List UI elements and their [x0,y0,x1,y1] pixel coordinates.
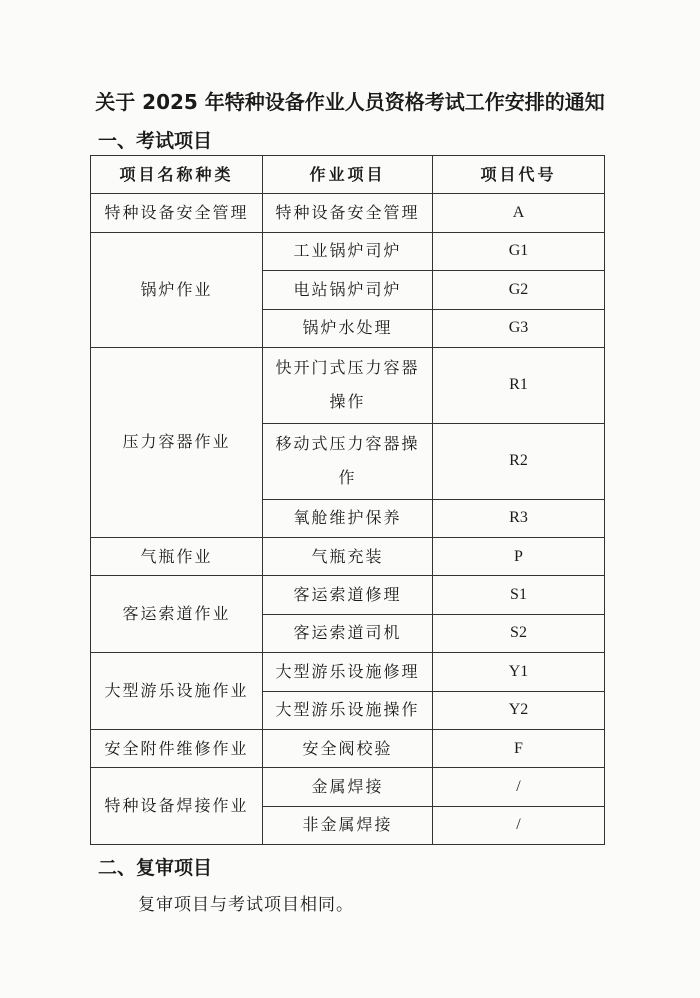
code-cell: R2 [433,423,605,499]
item-cell: 非金属焊接 [263,806,433,844]
code-cell: R1 [433,347,605,423]
item-cell: 客运索道修理 [263,576,433,614]
section-heading-exam-items: 一、考试项目 [98,130,213,152]
section-heading-review-items: 二、复审项目 [98,857,213,879]
category-cell: 大型游乐设施作业 [91,653,263,730]
item-cell: 大型游乐设施操作 [263,691,433,729]
code-cell: S1 [433,576,605,614]
code-cell: F [433,729,605,767]
item-cell: 电站锅炉司炉 [263,271,433,309]
item-cell: 安全阀校验 [263,729,433,767]
code-cell: G1 [433,232,605,270]
category-cell: 客运索道作业 [91,576,263,653]
table-row [91,729,605,767]
item-cell: 氧舱维护保养 [263,499,433,537]
code-cell: / [433,806,605,844]
item-cell [263,347,433,423]
category-cell: 安全附件维修作业 [91,729,263,767]
code-cell: R3 [433,499,605,537]
code-cell: / [433,768,605,806]
table-row [91,232,605,270]
header-item: 作业项目 [263,156,433,194]
item-cell: 特种设备安全管理 [263,194,433,232]
item-text: 移动式压力容器操作 [275,434,420,488]
item-cell: 气瓶充装 [263,537,433,575]
item-cell: 工业锅炉司炉 [263,232,433,270]
header-code: 项目代号 [433,156,605,194]
table-row [91,576,605,614]
code-cell: Y2 [433,691,605,729]
category-cell: 特种设备安全管理 [91,194,263,232]
table-row [91,537,605,575]
category-cell: 压力容器作业 [91,347,263,537]
table-row [91,347,605,423]
code-cell: G3 [433,309,605,347]
code-cell: S2 [433,614,605,652]
table-row [91,653,605,691]
code-cell: G2 [433,271,605,309]
category-cell: 气瓶作业 [91,537,263,575]
category-cell: 特种设备焊接作业 [91,768,263,845]
exam-items-table [90,155,605,845]
table-row [91,768,605,806]
table-row [91,194,605,232]
item-cell: 金属焊接 [263,768,433,806]
header-category: 项目名称种类 [91,156,263,194]
category-cell: 锅炉作业 [91,232,263,347]
table-header-row [91,156,605,194]
page-title: 关于 2025 年特种设备作业人员资格考试工作安排的通知 [95,90,605,114]
item-cell: 大型游乐设施修理 [263,653,433,691]
item-cell [263,423,433,499]
code-cell: A [433,194,605,232]
item-text: 快开门式压力容器操作 [275,358,420,412]
item-cell: 锅炉水处理 [263,309,433,347]
review-items-text: 复审项目与考试项目相同。 [138,895,354,915]
code-cell: P [433,537,605,575]
item-cell: 客运索道司机 [263,614,433,652]
code-cell: Y1 [433,653,605,691]
